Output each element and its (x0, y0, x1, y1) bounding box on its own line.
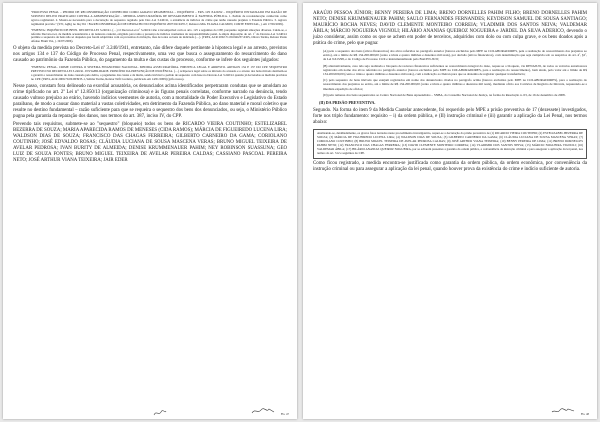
stamp-mark (153, 409, 167, 417)
request-item-d: (D) pela remessa dos bens sequestrados ao Centro Nacional de Bens Apreendidos – SNBA, do Conselho Nacional de Justiça, na forma da Resolução n. 63, de 16 de dezembro de 2008. (323, 92, 566, 97)
request-item-b: (B) alternativamente, caso não seja realizada a bloqueio de recursos financeiros suficientes ao ressarcimento integral do dano, requer-se o bloqueio, via RENAJUD, de todos os veículos automotores registrados em nome dos alvos referidos no parágrafo anterior (bancos excluídos pelo MPE na COLABORADORES, para a realização do ressarcimento), bem ainda, pelo valor até o limite de R$ 134.200.000,00 (cento e trinta e quatro milhões e duzentos mil reais), com a indicação ao Detran para que se abstenha de registrar qualquer transferência; (323, 63, 587, 77)
page-number: Fls. 47 (280, 412, 289, 416)
jurisprudence-quote-1: "PROCESSO PENAL – PEDIDO DE RECONSIDERAÇÃO CONHECIDO COMO AGRAVO REGIMENTAL – INQUÉRITO – ERS. LEI 8.429/92 – INQUÉRITO INSTAURADO EM RAZÃO DE SUPOSTO DELITO PRATICADO CONTRA A ADMINISTRAÇÃO – MEDIDA ASSECURATÓRIA DE RESSARCIMENTO À FAZENDA PÚBLICA. 1. Pedido de reconsideração conhecido como agravo regimental. 2. Mostra-se necessária para a decretação do sequestro regulado pelo Dec.-Lei 3.240/41, a existência de indícios de crime que tenha causado prejuízo à Fazenda Pública. 3. Agravo regimental provido." (STJ, AgRg no Inq 561 / BA RECONSIDERAÇÃO DE DESPACHO NO INQUÉRITO 2007/0219470-7, Relatora Min. ELIANA CALMON, CORTE ESPECIAL, j. em 17/06/2009). (31, 10, 287, 26)
body-paragraph-2: Nesse passo, constam fora delineado na exordial acusatória, os denunciados acima identificados perpetraram condutas que se amoldam ao crime tipificado no art. 2º Lei nº 12.850/13 (organização criminosa) e às figuras penais correlatas, conforme narrado na denúncia, tendo causado vultoso prejuízo ao erário, havendo indícios veementes de autoria, com a mortalidade do Poder Executivo e Legislativo do Estado paraibano, de modo a causar dano material a vastas coletividades, em detrimento da Fazenda Pública, ao dano material e moral coletivo que resulte no destino fundamental – razão suficiente para que se requeira o sequestro dos bens dos denunciados, ou seja, o Ministério Público pugna pela garantia da reparação dos danos, nos termos do art. 387, inciso IV, do CPP. (13, 83, 287, 119)
page-number-right: Fls. 48 (580, 412, 589, 416)
jurisprudence-quote-3: "EMENTA: PENAL. CRIME CONTRA O SISTEMA FINANCEIRO NACIONAL. MEDIDA ASSECURATÓRIA. HIPOTECA LEGAL E ARRESTO. ARTIGOS 134 E 137 DO CPP. SEQUESTRO PREVISTO NO DECRETO-LEI 3.240/41. INVIABILIDADE. PRINCÍPIO DA PRESUNÇÃO DE INOCÊNCIA. (…) A hipoteca legal sobre os imóveis do acusado e o arresto dos bens móveis destinam-se a garantir o ressarcimento do dano causado pelo delito, o pagamento das custas e da multa, sendo inviável o pedido de sequestro com base no Decreto-Lei 3.240/41 quando já decretadas as medidas previstas no CPP. (TRF4, ACR 2009.70.00.003935-1, Sétima Turma, Relator Néfi Cordeiro, publicado em 14/01/2009) (grifo nosso). (31, 65, 287, 81)
right-page (303, 3, 597, 419)
body-paragraph-1: O objeto da medida prevista no Decreto-Lei nº 3.240/1941, entretanto, não difere daquele pertinente à hipoteca legal e ao arresto, previstos nos artigos 134 e 137 do Código de Processo Penal, respectivamente, uma vez que busca o asseguramento do ressarcimento do dano causado ao patrimônio da Fazenda Pública, do pagamento da multa e das custas do processo, conforme se infere dos seguintes julgados: (13, 46, 287, 64)
document-spread (3, 3, 597, 419)
left-page (3, 3, 297, 419)
body-paragraph-4: ARAÚJO PESSOA JÚNIOR; BENNY PEREIRA DE LIMA; BRENO DORNELLES PAHIM FILHO; BRENO DORNELLES PAHIM NETO; DENISE KRUMMENAUER PAHIM; SAULO FERNANDES FERNANDES; KEYDISON SAMUEL DE SOUSA SANTIAGO; MAURÍCIO ROCHA NEVES; DAVID CLEMENTE MONTEIRO CORREIA; VLADIMIR DOS SANTOS NEIVA; VALDEMAR ÁBILA; MÁRCIO NOGUEIRA VIGNOLI; HILÁRIO ANANIAS QUEIROZ NOGUEIRA e JARDEL DA SILVA ADERICO, devendo o juízo considerar, assim como os que se achem em poder de terceiros, adquiridos com dolo ou com culpa grave, e os bens doados após a prática do crime, pelo que pugna: (313, 11, 587, 46)
signature-mark-right (551, 407, 575, 415)
request-item-a: (A) pela o sequestro dos bens (ativos financeiros) dos alvos referidos no parágrafo anterior (bancos excluídos pelo MPE na COLABORADORES, pela a realização do ressarcimento dos prejuízos ao erário), até o limite de R$ 134.200.000,00 (cento e trinta e quatro milhões e duzentos mil reais), por decisão (ativos financeiros), com determinação que seja cumprida sob os auspícios do art. 4º, §2º, da Lei 9.613/98, e do Código de Processo Civil e instrumentalizado pelo BACEN-JUD; (323, 49, 587, 62)
signature-mark (251, 407, 275, 415)
right-page-text (313, 11, 587, 175)
left-page-text (13, 11, 287, 166)
body-paragraph-5: Segundo. Na forma do item 9 da Medida Cautelar antecedente, foi requerido pelo MPE a prisão preventiva de 17 (dezessete) investigados, forte nos triplo fundamento: requisito – i) da ordem pública, e (II) instrução criminal e (iii) garantir a aplicação da Lei Penal, nos termos abaixo: (313, 108, 587, 126)
jurisprudence-quote-2: "EMENTA: INQUÉRITO DE BENS. DECRETO-LEI 3.240/41. (…) O Decreto-Lei nº 3.240/41 não é incompatível com os arts. 125 e seguintes do CPP, porquanto regulam situações diversas. Cuida-se, o referido Decreto-Lei, de medida acautelatória e de natureza cautelar, exigindo para tanto a presença de indícios veementes da responsabilidade penal. A ampla disposição do art. 1º do Decreto-Lei 3.240/41 permite o sequestro de bens não só daqueles que forem adquiridos com os proventos da infração, mas de todos os bens do indiciado (…). (TRF4, ACR 2002.71.00.046237-6/RS, Oitava Turma, Relator Paulo Afonso Brum Vaz, j. 19/07/2006). (31, 27, 287, 44)
body-paragraph-6: Como ficou registrado, a medida encontra-se justificada como garantia da ordem pública, da ordem econômica, por conveniência da instrução criminal ou para assegurar a aplicação da lei penal, quando houver prova da existência do crime e indício suficiente de autoria. (313, 160, 587, 172)
body-paragraph-3: Prevendo tais requisitos, submete-se ao "sequestro" (bloqueio) todos os bens de RICARDO VIEIRA COUTINHO; ESTELIZABEL BEZERRA DE SOUZA; MARIA APARECIDA RAMOS DE MENESES (CIDA RAMOS); MÁRCIA DE FIGUEIREDO LUCENA LIRA; WALDSON DIAS DE SOUZA; FRANCISCO DAS CHAGAS FERREIRA; GILBERTO CARNEIRO DA GAMA; CORIOLANO COUTINHO; JOSÉ EDVALDO ROSAS; CLÁUDIA LUCIANA DE SOUSA MASCENA VERAS; BRUNO MIGUEL TEIXEIRA DE AVELAR PEDROSA; IVAN BURITY DE ALMEIDA; DENISE KRUMMENAUER PAHIM; NEY ROBINSON SUASSUNA; GEO LUIZ DE SOUZA FONTES; BRUNO MIGUEL TEIXEIRA DE AVELAR PEREIRA CALDAS; CASSIANO PASCOAL PEREIRA NETO; JOSÉ ARTHUR VIANA TEIXEIRA; JAIR EDER (13, 121, 287, 163)
section-heading: (II) DA PRISÃO PREVENTIVA. (319, 100, 376, 106)
request-item-c: (C) pelo sequestro de bens imóveis que estejam registrados em nome dos denunciados citados no parágrafo acima (bancos excluídos pelo MPE na COLABORADORES), para a realização do ressarcimento dos prejuízos ao erário, até o limite de R$ 134.200.000,00 (cento e trinta e quatro milhões e duzentos mil reais), mediante ofício aos Cartórios de Registro de Imóveis, requerendo-se a imediata expedição de ofícios; (323, 78, 587, 91)
boxed-excerpt: Analisando-se, detalhadamente, os gravos fatos narrados neste procedimento investigatório, requer-se a decretação da prisão preventiva de (1) RICARDO VIEIRA COUTINHO; (2) ESTELIZABEL BEZERRA DE SOUZA; (3) MÁRCIA DE FIGUEIREDO LUCENA LIRA; (4) WALDSON DIAS DE SOUZA; (5) GILBERTO CARNEIRO DA GAMA; (6) CLÁUDIA LUCIANA DE SOUSA MASCENA VERAS; (7) CORIOLANO COUTINHO; (8) BRUNO MIGUEL TEIXEIRA DE AVELAR PEDROSA CALDAS; (9) JOSÉ ARTHUR VIANA TEIXEIRA; (10) BENNY PEREIRA DE LIMA; (11) BRENO DORNELLES PAHIM NETO; (12) FRANCISCO DAS CHAGAS FERREIRA; (13) DAVID CLEMENTE MONTEIRO CORREIA; (14) VLADIMIR DOS SANTOS NEIVA; (15) MÁRCIO NOGUEIRA VIGNOLI; (16) VALDEMAR ÁBILA; (17) HILÁRIO ANANIAS QUEIROZ NOGUEIRA, por se acharem presentes a garantia da ordem pública, a conveniência da instrução criminal e para assegurar a aplicação da lei penal, nos termos do art. 312 e seguintes do CPP. (313, 129, 587, 158)
